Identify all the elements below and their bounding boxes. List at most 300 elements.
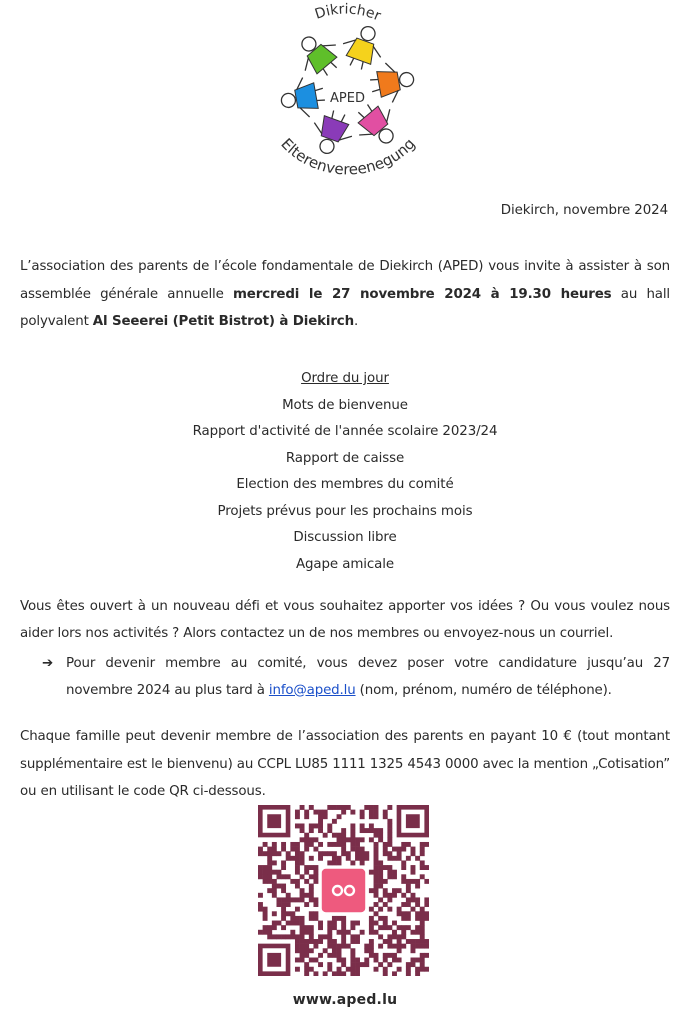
qr-module bbox=[415, 939, 420, 944]
qr-module bbox=[295, 907, 300, 912]
qr-module bbox=[281, 860, 286, 865]
qr-module bbox=[332, 953, 337, 958]
qr-module bbox=[295, 948, 300, 953]
qr-module bbox=[378, 833, 383, 838]
qr-module bbox=[263, 842, 268, 847]
qr-module bbox=[313, 971, 318, 976]
qr-module bbox=[258, 870, 263, 875]
qr-module bbox=[387, 837, 392, 842]
qr-module bbox=[258, 893, 263, 898]
qr-module bbox=[387, 856, 392, 861]
qr-module bbox=[350, 953, 355, 958]
qr-module bbox=[387, 893, 392, 898]
qr-module bbox=[387, 944, 392, 949]
qr-module bbox=[387, 925, 392, 930]
qr-module bbox=[397, 907, 402, 912]
qr-module bbox=[392, 953, 397, 958]
qr-module bbox=[341, 930, 346, 935]
qr-module bbox=[383, 810, 388, 815]
qr-module bbox=[263, 870, 268, 875]
qr-module bbox=[383, 893, 388, 898]
qr-module bbox=[309, 888, 314, 893]
qr-module bbox=[374, 893, 379, 898]
qr-module bbox=[374, 860, 379, 865]
qr-module bbox=[387, 828, 392, 833]
qr-module bbox=[332, 819, 337, 824]
qr-module bbox=[369, 907, 374, 912]
qr-module bbox=[392, 930, 397, 935]
qr-module bbox=[378, 962, 383, 967]
qr-module bbox=[350, 847, 355, 852]
qr-module bbox=[309, 897, 314, 902]
qr-module bbox=[332, 842, 337, 847]
qr-module bbox=[406, 879, 411, 884]
qr-module bbox=[300, 958, 305, 963]
qr-module bbox=[276, 934, 281, 939]
qr-module bbox=[411, 958, 416, 963]
qr-module bbox=[263, 865, 268, 870]
qr-module bbox=[374, 879, 379, 884]
qr-module bbox=[406, 842, 411, 847]
qr-module bbox=[369, 837, 374, 842]
qr-module bbox=[350, 828, 355, 833]
website-url[interactable]: www.aped.lu bbox=[292, 992, 398, 1008]
qr-module bbox=[378, 907, 383, 912]
qr-module bbox=[295, 897, 300, 902]
qr-module bbox=[304, 967, 309, 972]
qr-module bbox=[300, 837, 305, 842]
qr-module bbox=[415, 958, 420, 963]
qr-module bbox=[424, 842, 429, 847]
qr-module bbox=[300, 851, 305, 856]
qr-module bbox=[337, 805, 342, 810]
qr-module bbox=[374, 870, 379, 875]
qr-module bbox=[374, 911, 379, 916]
qr-module bbox=[286, 934, 291, 939]
qr-module bbox=[281, 865, 286, 870]
qr-module bbox=[295, 810, 300, 815]
qr-module bbox=[415, 916, 420, 921]
qr-module bbox=[374, 930, 379, 935]
qr-module bbox=[369, 953, 374, 958]
qr-module bbox=[341, 842, 346, 847]
qr-module bbox=[318, 810, 323, 815]
qr-module bbox=[350, 921, 355, 926]
qr-module bbox=[272, 860, 277, 865]
qr-module bbox=[397, 944, 402, 949]
qr-module bbox=[369, 888, 374, 893]
qr-module bbox=[332, 921, 337, 926]
qr-module bbox=[295, 870, 300, 875]
qr-module bbox=[290, 916, 295, 921]
qr-module bbox=[337, 833, 342, 838]
qr-module bbox=[304, 971, 309, 976]
qr-module bbox=[424, 953, 429, 958]
qr-module bbox=[318, 842, 323, 847]
qr-module bbox=[309, 884, 314, 889]
agenda-item: Projets prévus pour les prochains mois bbox=[217, 503, 473, 519]
qr-module bbox=[290, 930, 295, 935]
qr-module bbox=[401, 930, 406, 935]
meeting-datetime: mercredi le 27 novembre 2024 à 19.30 heures bbox=[233, 286, 612, 302]
qr-module bbox=[387, 870, 392, 875]
qr-module bbox=[360, 930, 365, 935]
qr-module bbox=[420, 865, 425, 870]
qr-module bbox=[309, 874, 314, 879]
qr-module bbox=[304, 930, 309, 935]
qr-module bbox=[323, 948, 328, 953]
child-figure bbox=[306, 106, 358, 160]
qr-module bbox=[387, 819, 392, 824]
qr-module bbox=[374, 958, 379, 963]
qr-module bbox=[304, 865, 309, 870]
qr-module bbox=[383, 971, 388, 976]
qr-module bbox=[313, 837, 318, 842]
qr-module bbox=[392, 893, 397, 898]
qr-module bbox=[420, 911, 425, 916]
qr-module bbox=[392, 958, 397, 963]
qr-module bbox=[360, 851, 365, 856]
qr-code[interactable] bbox=[258, 805, 429, 976]
qr-module bbox=[341, 833, 346, 838]
qr-module bbox=[304, 837, 309, 842]
qr-module bbox=[397, 939, 402, 944]
qr-module bbox=[378, 874, 383, 879]
qr-module bbox=[378, 925, 383, 930]
qr-module bbox=[309, 916, 314, 921]
qr-module bbox=[276, 851, 281, 856]
qr-module bbox=[263, 874, 268, 879]
qr-module bbox=[309, 911, 314, 916]
qr-module bbox=[318, 828, 323, 833]
qr-module bbox=[350, 934, 355, 939]
qr-module bbox=[364, 962, 369, 967]
qr-module bbox=[420, 874, 425, 879]
qr-module bbox=[267, 865, 272, 870]
qr-module bbox=[424, 939, 429, 944]
qr-module bbox=[337, 971, 342, 976]
qr-module bbox=[327, 921, 332, 926]
qr-module bbox=[383, 916, 388, 921]
bullet-text bbox=[42, 651, 670, 704]
qr-module bbox=[387, 953, 392, 958]
qr-module bbox=[360, 828, 365, 833]
qr-module bbox=[420, 958, 425, 963]
arrow-icon: ➔ bbox=[42, 656, 54, 671]
qr-module bbox=[309, 842, 314, 847]
qr-module bbox=[369, 948, 374, 953]
qr-module bbox=[286, 874, 291, 879]
qr-module bbox=[337, 842, 342, 847]
intro-text-end: . bbox=[353, 314, 359, 329]
qr-module bbox=[323, 833, 328, 838]
qr-module bbox=[360, 847, 365, 852]
qr-module bbox=[267, 856, 272, 861]
qr-module bbox=[424, 944, 429, 949]
qr-module bbox=[369, 805, 374, 810]
qr-module bbox=[337, 948, 342, 953]
qr-module bbox=[318, 921, 323, 926]
qr-module bbox=[355, 856, 360, 861]
qr-module bbox=[304, 814, 309, 819]
qr-module bbox=[411, 897, 416, 902]
qr-module bbox=[313, 865, 318, 870]
qr-module bbox=[401, 934, 406, 939]
qr-module bbox=[304, 953, 309, 958]
qr-module bbox=[355, 967, 360, 972]
qr-module bbox=[397, 934, 402, 939]
qr-module bbox=[378, 944, 383, 949]
qr-module bbox=[383, 953, 388, 958]
bullet-note bbox=[42, 651, 670, 704]
qr-module bbox=[341, 916, 346, 921]
qr-module bbox=[406, 916, 411, 921]
qr-module bbox=[346, 837, 351, 842]
qr-module bbox=[267, 847, 272, 852]
qr-module bbox=[272, 925, 277, 930]
qr-module bbox=[332, 944, 337, 949]
qr-module bbox=[387, 874, 392, 879]
qr-module bbox=[360, 860, 365, 865]
qr-module bbox=[281, 884, 286, 889]
qr-module bbox=[355, 847, 360, 852]
qr-module bbox=[383, 888, 388, 893]
qr-module bbox=[332, 860, 337, 865]
qr-module bbox=[369, 930, 374, 935]
qr-module bbox=[406, 888, 411, 893]
agenda-item: Rapport d'activité de l'année scolaire 2023/24 bbox=[192, 424, 498, 439]
qr-module bbox=[378, 934, 383, 939]
qr-module bbox=[346, 805, 351, 810]
qr-module bbox=[411, 939, 416, 944]
qr-module bbox=[309, 823, 314, 828]
qr-module bbox=[401, 911, 406, 916]
qr-module bbox=[327, 967, 332, 972]
qr-module bbox=[327, 805, 332, 810]
qr-module bbox=[369, 814, 374, 819]
qr-module bbox=[309, 805, 314, 810]
qr-module bbox=[378, 884, 383, 889]
qr-module bbox=[337, 958, 342, 963]
qr-module bbox=[397, 948, 402, 953]
qr-module bbox=[267, 870, 272, 875]
qr-module bbox=[406, 962, 411, 967]
qr-module bbox=[327, 930, 332, 935]
logo-arc-text: Elterenvereenegung bbox=[277, 134, 419, 179]
qr-module bbox=[341, 958, 346, 963]
call-paragraph: Vous êtes ouvert à un nouveau défi et vous souhaitez apporter vos idées ? Ou vous voulez nous aider lors nos activités ? Alors contactez un de nos membres ou envoyez-nous un courriel. bbox=[20, 599, 670, 641]
qr-module bbox=[397, 856, 402, 861]
intro-text: L’association des parents de l’école fondamentale de Diekirch (APED) vous invite à assister à son assemblée générale annuelle bbox=[20, 259, 670, 302]
qr-module bbox=[420, 916, 425, 921]
qr-module bbox=[420, 842, 425, 847]
bullet-text-post: (nom, prénom, numéro de téléphone). bbox=[355, 682, 612, 698]
qr-module bbox=[387, 851, 392, 856]
qr-module bbox=[281, 897, 286, 902]
qr-module bbox=[369, 870, 374, 875]
qr-module bbox=[341, 971, 346, 976]
qr-module bbox=[341, 828, 346, 833]
qr-module bbox=[392, 847, 397, 852]
qr-module bbox=[346, 856, 351, 861]
qr-module bbox=[415, 930, 420, 935]
qr-module bbox=[267, 879, 272, 884]
email-link[interactable]: info@aped.lu bbox=[268, 682, 356, 698]
qr-module bbox=[350, 971, 355, 976]
qr-module bbox=[415, 925, 420, 930]
qr-module bbox=[401, 865, 406, 870]
qr-module bbox=[295, 851, 300, 856]
qr-module bbox=[350, 823, 355, 828]
qr-module bbox=[355, 934, 360, 939]
qr-module bbox=[309, 930, 314, 935]
qr-module bbox=[263, 851, 268, 856]
qr-module bbox=[364, 944, 369, 949]
qr-module bbox=[337, 953, 342, 958]
qr-module bbox=[272, 847, 277, 852]
qr-module bbox=[383, 851, 388, 856]
qr-module bbox=[300, 925, 305, 930]
qr-module bbox=[263, 911, 268, 916]
qr-module bbox=[383, 921, 388, 926]
qr-module bbox=[341, 944, 346, 949]
qr-module bbox=[267, 860, 272, 865]
qr-module bbox=[360, 837, 365, 842]
qr-module bbox=[295, 823, 300, 828]
qr-module bbox=[272, 921, 277, 926]
qr-module bbox=[323, 851, 328, 856]
qr-module bbox=[263, 879, 268, 884]
qr-module bbox=[304, 944, 309, 949]
qr-module bbox=[397, 888, 402, 893]
qr-module bbox=[327, 939, 332, 944]
qr-module bbox=[318, 856, 323, 861]
membership-paragraph: Chaque famille peut devenir membre de l’association des parents en payant 10 € (tout montant supplémentaire est le bienvenu) au CCPL LU85 1111 1325 4543 0000 avec la mention „Cotisation” ou en utilisant le code QR ci-dessous. bbox=[20, 729, 670, 799]
qr-module bbox=[290, 856, 295, 861]
qr-module bbox=[258, 851, 263, 856]
qr-module bbox=[309, 865, 314, 870]
qr-module bbox=[318, 814, 323, 819]
qr-module bbox=[309, 856, 314, 861]
qr-module bbox=[383, 814, 388, 819]
qr-module bbox=[295, 856, 300, 861]
qr-module bbox=[318, 939, 323, 944]
qr-module bbox=[406, 967, 411, 972]
qr-module bbox=[387, 897, 392, 902]
qr-module bbox=[392, 888, 397, 893]
qr-module bbox=[346, 944, 351, 949]
qr-module bbox=[267, 934, 272, 939]
qr-module bbox=[286, 921, 291, 926]
qr-module bbox=[355, 921, 360, 926]
qr-module bbox=[281, 934, 286, 939]
qr-module bbox=[401, 860, 406, 865]
qr-module bbox=[295, 939, 300, 944]
qr-module bbox=[411, 893, 416, 898]
aped-logo bbox=[255, 2, 440, 188]
qr-module bbox=[309, 837, 314, 842]
qr-module bbox=[420, 934, 425, 939]
qr-module bbox=[304, 902, 309, 907]
logo-figures bbox=[278, 20, 417, 160]
qr-module bbox=[350, 833, 355, 838]
qr-module bbox=[387, 805, 392, 810]
qr-module bbox=[295, 934, 300, 939]
qr-module bbox=[415, 967, 420, 972]
qr-module bbox=[420, 847, 425, 852]
qr-module bbox=[318, 819, 323, 824]
qr-module bbox=[332, 833, 337, 838]
qr-module bbox=[286, 911, 291, 916]
qr-module bbox=[364, 805, 369, 810]
qr-module bbox=[411, 851, 416, 856]
qr-module bbox=[364, 856, 369, 861]
qr-module bbox=[300, 828, 305, 833]
qr-module bbox=[295, 865, 300, 870]
qr-module bbox=[355, 958, 360, 963]
qr-module bbox=[387, 939, 392, 944]
qr-module bbox=[397, 851, 402, 856]
qr-module bbox=[318, 925, 323, 930]
qr-module bbox=[401, 902, 406, 907]
qr-module bbox=[374, 805, 379, 810]
qr-module bbox=[415, 897, 420, 902]
qr-module bbox=[337, 930, 342, 935]
qr-module bbox=[295, 916, 300, 921]
qr-module bbox=[313, 823, 318, 828]
qr-module bbox=[424, 967, 429, 972]
qr-finder-core bbox=[267, 814, 281, 828]
qr-module bbox=[424, 911, 429, 916]
qr-module bbox=[300, 805, 305, 810]
qr-module bbox=[286, 902, 291, 907]
qr-module bbox=[290, 921, 295, 926]
qr-module bbox=[383, 879, 388, 884]
qr-module bbox=[401, 874, 406, 879]
agenda-item: Mots de bienvenue bbox=[282, 397, 408, 413]
qr-module bbox=[341, 805, 346, 810]
letter-date: Diekirch, novembre 2024 bbox=[500, 203, 668, 218]
qr-module bbox=[406, 897, 411, 902]
qr-module bbox=[304, 833, 309, 838]
qr-module bbox=[295, 967, 300, 972]
qr-module bbox=[411, 948, 416, 953]
qr-module bbox=[332, 851, 337, 856]
qr-module bbox=[281, 925, 286, 930]
qr-module bbox=[378, 870, 383, 875]
qr-module bbox=[332, 856, 337, 861]
qr-module bbox=[360, 962, 365, 967]
qr-module bbox=[263, 925, 268, 930]
qr-badge bbox=[322, 869, 365, 912]
qr-module bbox=[415, 911, 420, 916]
qr-module bbox=[300, 948, 305, 953]
qr-module bbox=[406, 884, 411, 889]
qr-module bbox=[378, 837, 383, 842]
qr-module bbox=[350, 810, 355, 815]
qr-module bbox=[295, 944, 300, 949]
qr-module bbox=[369, 939, 374, 944]
qr-module bbox=[350, 967, 355, 972]
qr-module bbox=[313, 897, 318, 902]
qr-module bbox=[401, 842, 406, 847]
qr-module bbox=[346, 930, 351, 935]
qr-module bbox=[327, 828, 332, 833]
agenda-title: Ordre du jour bbox=[301, 371, 389, 386]
qr-module bbox=[374, 902, 379, 907]
qr-module bbox=[281, 874, 286, 879]
qr-module bbox=[332, 925, 337, 930]
